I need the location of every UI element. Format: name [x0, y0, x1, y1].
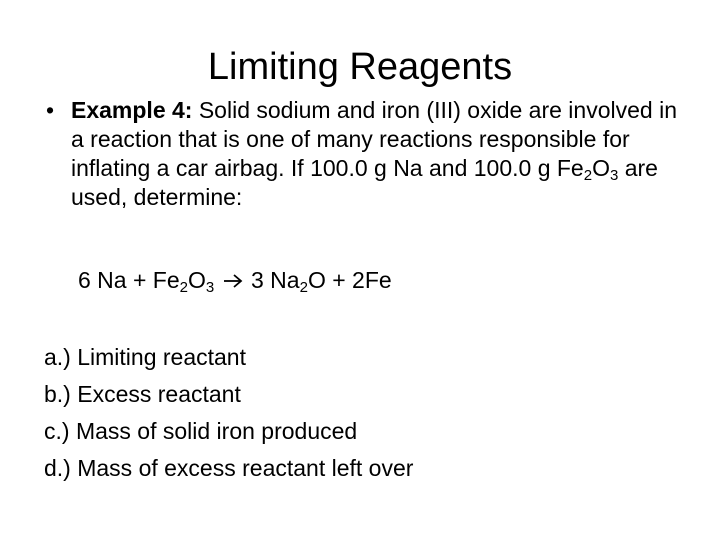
part-d: d.) Mass of excess reactant left over: [44, 455, 414, 481]
example-text-3: are used, determine:: [71, 155, 658, 210]
part-c: c.) Mass of solid iron produced: [44, 418, 358, 444]
part-b: b.) Excess reactant: [44, 381, 241, 407]
eq-product-2: O + 2Fe: [307, 267, 392, 293]
example-text: [46, 96, 686, 212]
example-sub-1: 2: [583, 167, 593, 184]
eq-reactants: 6 Na + Fe: [78, 267, 180, 293]
example-sub-2: 3: [609, 167, 619, 184]
example-label: Example 4:: [71, 97, 193, 123]
right-arrow-icon: [223, 273, 243, 289]
slide-title: Limiting Reagents: [207, 46, 513, 88]
bullet-icon: •: [46, 97, 55, 123]
example-bullet: [46, 96, 686, 212]
part-a: a.) Limiting reactant: [44, 344, 246, 370]
eq-oxide: O: [187, 267, 206, 293]
example-text-1: Solid sodium and iron (III) oxide are involved in a reaction that is one of many reactions responsible for inflating a car airbag. If 100.0 g Na and 100.0 g Fe: [71, 97, 677, 181]
example-text-2: O: [592, 155, 610, 181]
question-parts: [44, 339, 684, 487]
eq-sub-3: 2: [299, 279, 308, 296]
eq-product-1: 3 Na: [251, 267, 300, 293]
eq-sub-1: 2: [179, 279, 188, 296]
chemical-equation: [78, 266, 678, 295]
eq-sub-2: 3: [205, 279, 215, 296]
